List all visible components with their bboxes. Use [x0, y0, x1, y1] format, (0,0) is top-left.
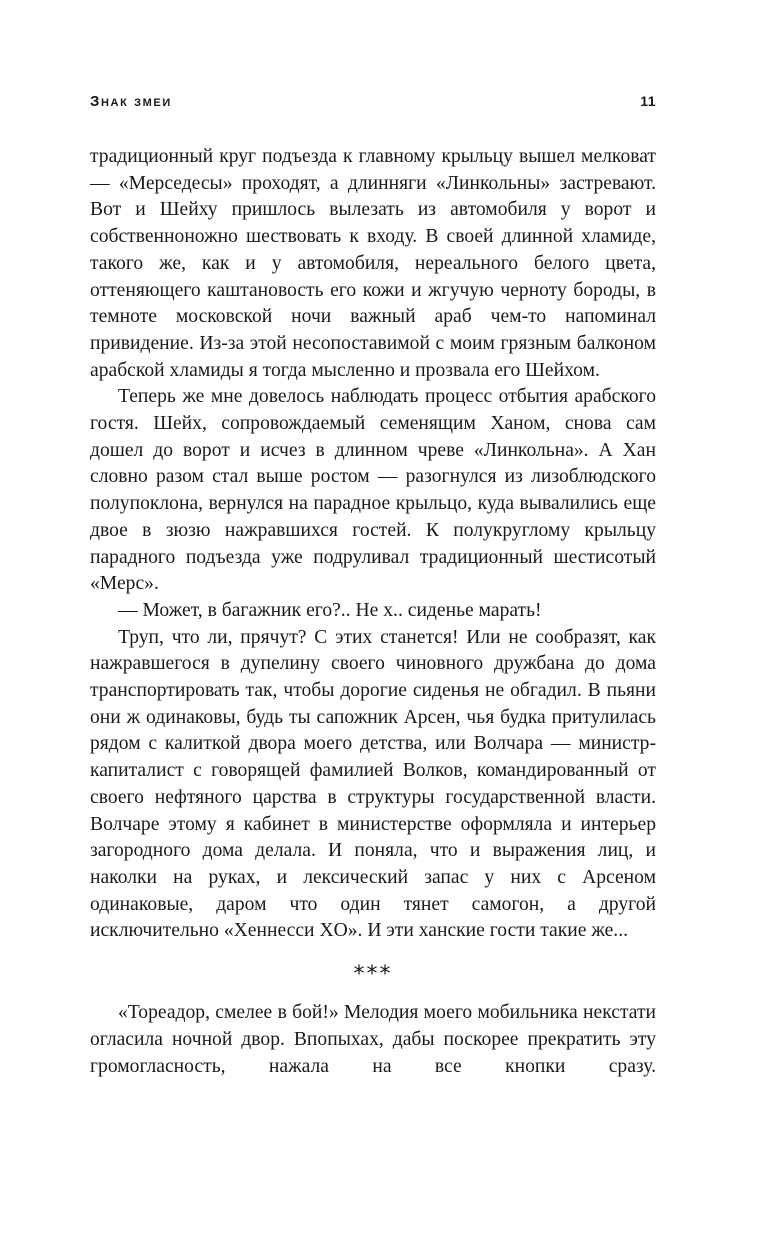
- book-page: [90, 0, 656, 1240]
- paragraph: Теперь же мне довелось наблюдать процесс отбытия арабского гостя. Шейх, сопровождаемый семенящим Ханом, снова сам дошел до ворот и исчез в длинном чреве «Линкольна». А Хан словно разом стал выше ростом — разогнулся из лизоблюдского полупоклона, вернулся на парадное крыльцо, куда вывалились еще двое в зюзю нажравшихся гостей. К полукруглому крыльцу парадного подъезда уже подруливал традиционный шестисотый «Мерс».: [90, 386, 656, 595]
- section-break: ***: [353, 962, 393, 988]
- body-text: [90, 144, 656, 1080]
- paragraph: «Тореадор, смелее в бой!» Мелодия моего мобильника некстати огласила ночной двор. Впопыхах, дабы поскорее прекратить эту громогласность, нажала на все кнопки сразу.: [90, 1002, 656, 1077]
- paragraph: — Может, в багажник его?.. Не х.. сиденье марать!: [118, 599, 542, 621]
- paragraph: Труп, что ли, прячут? С этих станется! Или не сообразят, как нажравшегося в дупелину своего чиновного дружбана до дома транспортировать так, чтобы дорогие сиденья не обгадил. В пьяни они ж одинаковы, будь ты сапожник Арсен, чья будка притулилась рядом с калиткой двора моего детства, или Волчара — министр-капиталист с говорящей фамилией Волков, командированный от своего нефтяного царства в структуры государственной власти. Волчаре этому я кабинет в министерстве оформляла и интерьер загородного дома делала. И поняла, что и выражения лиц, и наколки на руках, и лексический запас у них с Арсеном одинаковые, даром что один тянет самогон, а другой исключительно «Хеннесси XO». И эти ханские гости такие же...: [90, 626, 656, 942]
- running-title: Знак змеи: [90, 93, 172, 110]
- page-number: 11: [640, 93, 656, 109]
- paragraph: традиционный круг подъезда к главному крыльцу вышел мелковат — «Мерседесы» проходят, а длинняги «Линкольны» застревают. Вот и Шейху пришлось вылезать из автомобиля у ворот и собственноножно шествовать к входу. В своей длинной хламиде, такого же, как и у автомобиля, нереального белого цвета, оттеняющего каштановость его кожи и жгучую черноту бороды, в темноте московской ночи важный араб чем-то напоминал привидение. Из-за этой несопоставимой с моим грязным балконом арабской хламиды я тогда мысленно и прозвала его Шейхом.: [90, 146, 656, 381]
- running-head: [90, 93, 656, 115]
